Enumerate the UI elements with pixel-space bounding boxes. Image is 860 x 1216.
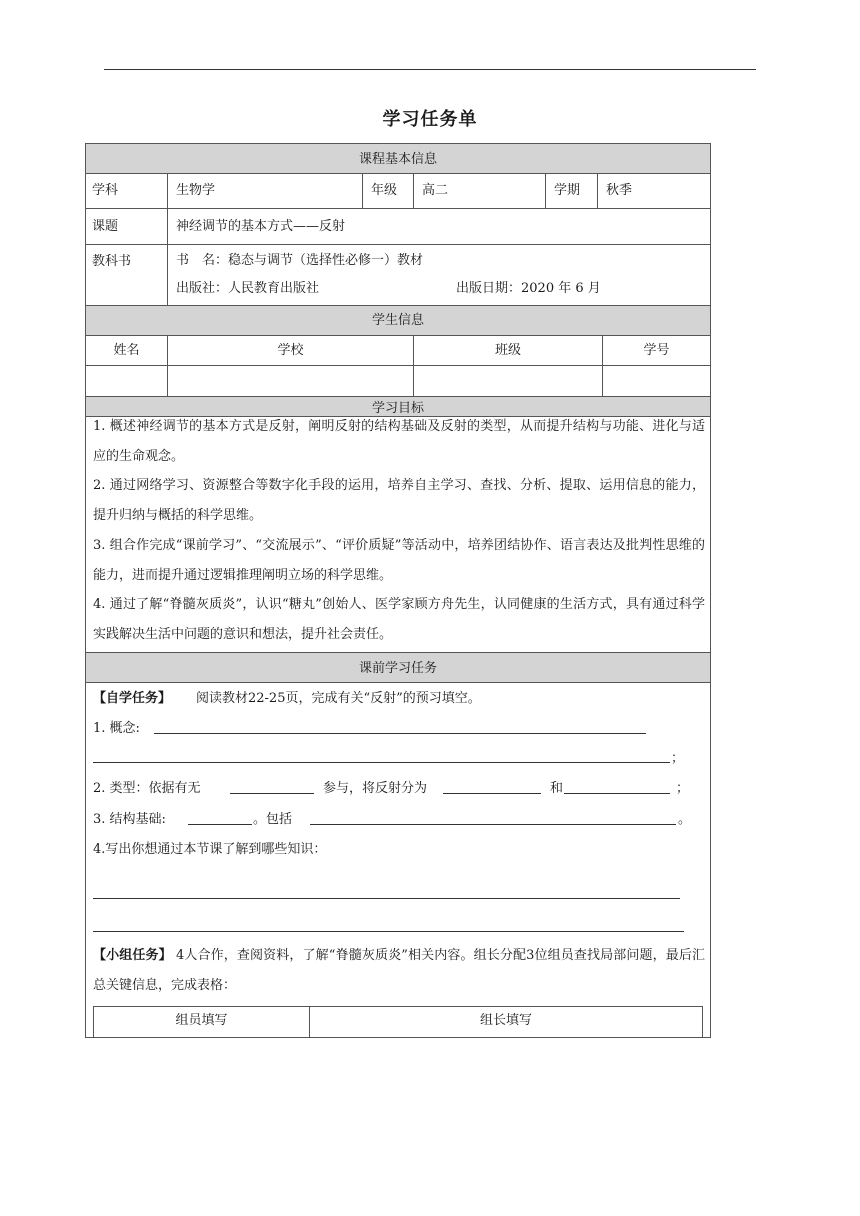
subject-value: 生物学 bbox=[176, 183, 216, 198]
term-label: 学期 bbox=[554, 183, 581, 198]
objective-4: 4. 通过了解“脊髓灰质炎”，认识“糖丸”创始人、医学家顾方舟先生，认同健康的生活方式，具有通过科学实践解决生活中问题的意识和想法，提升社会责任。 bbox=[93, 597, 705, 642]
student-header-id-label: 学号 bbox=[643, 343, 670, 358]
student-header-name-label: 姓名 bbox=[113, 343, 140, 358]
textbook-label-cell bbox=[85, 244, 168, 306]
student-header-id bbox=[602, 335, 711, 366]
q1-blank-1[interactable] bbox=[154, 733, 646, 734]
section-course-info-label: 课程基本信息 bbox=[358, 152, 437, 167]
publisher: 出版社：人民教育出版社 bbox=[176, 281, 320, 296]
term-value: 秋季 bbox=[606, 183, 633, 198]
student-header-class bbox=[413, 335, 603, 366]
self-task-text: 阅读教材22-25页，完成有关“反射”的预习填空。 bbox=[196, 691, 481, 706]
grade-value: 高二 bbox=[422, 183, 449, 198]
q1-label: 1. 概念: bbox=[93, 721, 140, 736]
section-objectives-label: 学习目标 bbox=[371, 401, 424, 416]
group-task-text: 4人合作，查阅资料，了解“脊髓灰质炎”相关内容。组长分配3位组员查找局部问题，最后汇总关键信息，完成表格： bbox=[93, 948, 705, 993]
section-course-info bbox=[85, 143, 711, 174]
publish-date: 出版日期：2020 年 6 月 bbox=[456, 281, 601, 296]
term-label-cell bbox=[545, 173, 598, 209]
self-task-tag: 【自学任务】 bbox=[93, 691, 172, 706]
group-task-paragraph bbox=[93, 941, 705, 1001]
q2-label-a: 2. 类型：依据有无 bbox=[93, 781, 201, 796]
q2-label-b: 参与，将反射分为 bbox=[323, 781, 428, 796]
subject-value-cell bbox=[167, 173, 363, 209]
q2-blank-1[interactable] bbox=[230, 793, 314, 794]
section-student-info bbox=[85, 305, 711, 336]
textbook-label: 教科书 bbox=[92, 254, 132, 269]
student-school-blank[interactable] bbox=[167, 365, 414, 397]
group-table-member-label: 组员填写 bbox=[175, 1013, 228, 1028]
q2-end: ； bbox=[676, 781, 690, 796]
objective-1: 1. 概述神经调节的基本方式是反射，阐明反射的结构基础及反射的类型，从而提升结构与功能、进化与适应的生命观念。 bbox=[93, 419, 705, 464]
group-task-tag: 【小组任务】 bbox=[93, 948, 172, 963]
student-name-blank[interactable] bbox=[85, 365, 168, 397]
q4-blank-1[interactable] bbox=[93, 898, 680, 899]
group-table-leader-label: 组长填写 bbox=[479, 1013, 532, 1028]
student-class-blank[interactable] bbox=[413, 365, 603, 397]
q3-label-a: 3. 结构基础: bbox=[93, 812, 166, 827]
book-name: 书 名：稳态与调节（选择性必修一）教材 bbox=[176, 253, 424, 268]
header-rule bbox=[104, 69, 756, 70]
student-header-school bbox=[167, 335, 414, 366]
section-student-info-label: 学生信息 bbox=[371, 313, 424, 328]
subject-label: 学科 bbox=[92, 183, 119, 198]
term-value-cell bbox=[597, 173, 711, 209]
topic-label-cell bbox=[85, 208, 168, 245]
q3-blank-2[interactable] bbox=[310, 824, 676, 825]
subject-label-cell bbox=[85, 173, 168, 209]
q2-blank-2[interactable] bbox=[443, 793, 541, 794]
textbook-value-cell bbox=[167, 244, 711, 306]
topic-value: 神经调节的基本方式——反射 bbox=[176, 219, 346, 234]
grade-label-cell bbox=[362, 173, 414, 209]
group-table-member bbox=[93, 1006, 310, 1038]
q3-label-b: 。包括 bbox=[253, 812, 293, 827]
grade-value-cell bbox=[413, 173, 546, 209]
q2-label-c: 和 bbox=[550, 781, 564, 796]
q1-blank-2[interactable] bbox=[93, 762, 670, 763]
objective-3: 3. 组合作完成“课前学习”、“交流展示”、“评价质疑”等活动中，培养团结协作、语言表达及批判性思维的能力，进而提升通过逻辑推理阐明立场的科学思维。 bbox=[93, 538, 705, 583]
document-title: 学习任务单 bbox=[382, 109, 478, 130]
student-header-school-label: 学校 bbox=[277, 343, 304, 358]
q3-blank-1[interactable] bbox=[188, 824, 252, 825]
q4-blank-2[interactable] bbox=[93, 931, 684, 932]
q1-end: ； bbox=[671, 751, 685, 766]
section-pre-tasks bbox=[85, 652, 711, 683]
student-header-name bbox=[85, 335, 168, 366]
group-table-leader bbox=[309, 1006, 703, 1038]
section-pre-tasks-label: 课前学习任务 bbox=[358, 661, 437, 676]
student-id-blank[interactable] bbox=[602, 365, 711, 397]
q2-blank-3[interactable] bbox=[564, 793, 670, 794]
topic-label: 课题 bbox=[92, 219, 119, 234]
topic-value-cell bbox=[167, 208, 711, 245]
grade-label: 年级 bbox=[371, 183, 398, 198]
objective-2: 2. 通过网络学习、资源整合等数字化手段的运用，培养自主学习、查找、分析、提取、运用信息的能力，提升归纳与概括的科学思维。 bbox=[93, 478, 705, 523]
student-header-class-label: 班级 bbox=[494, 343, 521, 358]
q3-end: 。 bbox=[678, 812, 692, 827]
q4-label: 4.写出你想通过本节课了解到哪些知识： bbox=[93, 842, 327, 857]
